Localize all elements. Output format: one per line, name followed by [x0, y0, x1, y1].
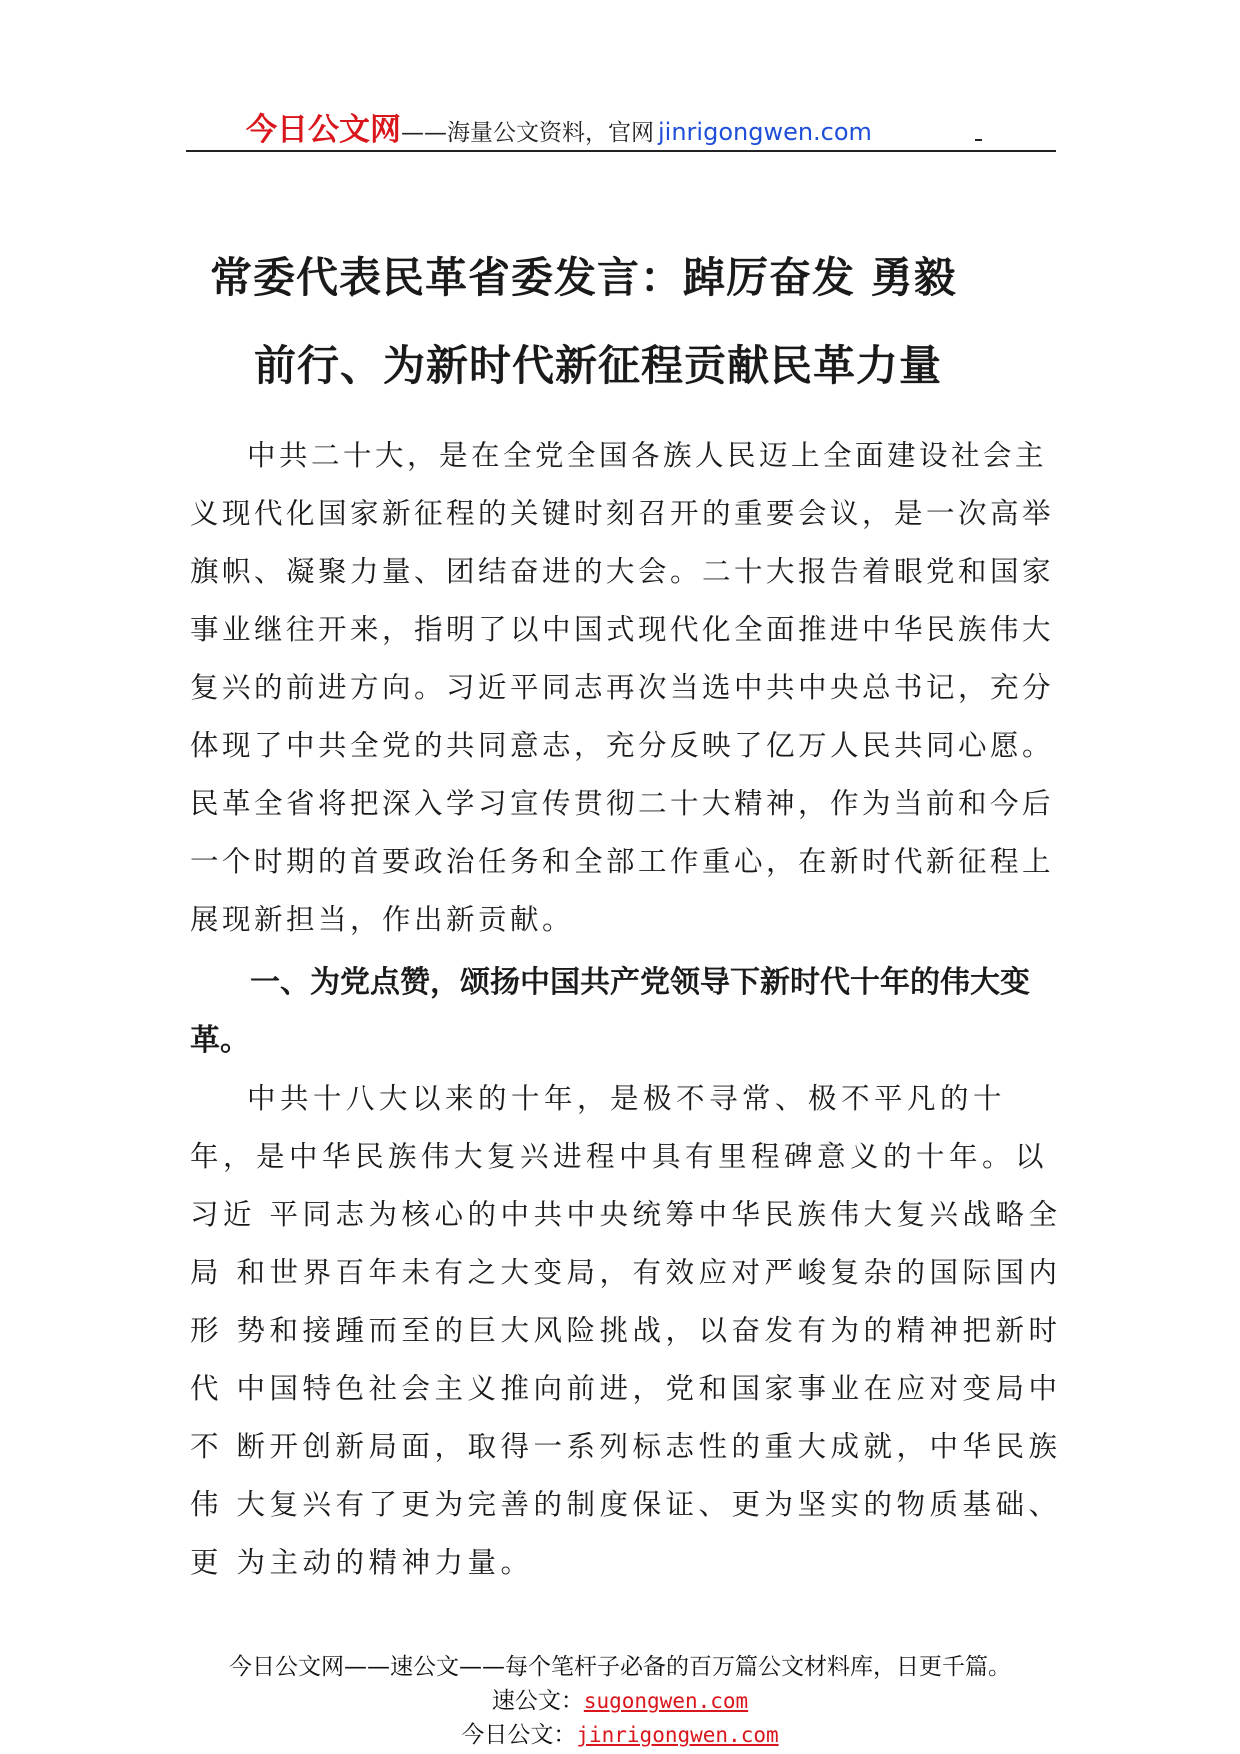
- footer-sugongwen-label: 速公文：: [491, 1688, 584, 1714]
- body-paragraph-1: 中共二十大，是在全党全国各族人民迈上全面建设社会主义现代化国家新征程的关键时刻召开的重要会议，是一次高举旗帜、凝聚力量、团结奋进的大会。二十大报告着眼党和国家事业继往开来，指明了以中国式现代化全面推进中华民族伟大复兴的前进方向。习近平同志再次当选中共中央总书记，充分体现了中共全党的共同意志，充分反映了亿万人民共同心愿。民革全省将把深入学习宣传贯彻二十大精神，作为当前和今后一个时期的首要政治任务和全部工作重心，在新时代新征程上展现新担当，作出新贡献。: [190, 439, 1055, 936]
- footer-row-sugongwen: [0, 1684, 1240, 1718]
- body-paragraph-2: 中共十八大以来的十年，是极不寻常、极不平凡的十年，是中华民族伟大复兴进程中具有里程碑意义的十年。以习近 平同志为核心的中共中央统筹中华民族伟大复兴战略全局 和世界百年未有之大变局，有效应对严峻复杂的国际国内形 势和接踵而至的巨大风险挑战，以奋发有为的精神把新时代 中国特色社会主义推向前进，党和国家事业在应对变局中不 断开创新局面，取得一系列标志性的重大成就，中华民族伟 大复兴有了更为完善的制度保证、更为坚实的物质基础、更 为主动的精神力量。: [190, 1082, 1062, 1579]
- footer-slogan: 今日公文网——速公文——每个笔杆子必备的百万篇公文材料库，日更千篇。: [229, 1654, 1011, 1680]
- title-line-2: 前行、为新时代新征程贡献民革力量: [254, 341, 943, 391]
- header-divider: [186, 150, 1056, 152]
- header-slogan: ——海量公文资料，官网: [401, 120, 654, 146]
- section-heading-1: 一、为党点赞，颂扬中国共产党领导下新时代十年的伟大变革。: [190, 965, 1030, 1058]
- footer-jinrigongwen-link[interactable]: jinrigongwen.com: [576, 1723, 779, 1747]
- footer-jinrigongwen-label: 今日公文：: [461, 1722, 577, 1748]
- footer-row-jinrigongwen: [0, 1718, 1240, 1752]
- header-url-link[interactable]: jinrigongwen.com: [658, 118, 872, 146]
- title-line-1: 常委代表民革省委发言：踔厉奋发 勇毅: [210, 253, 957, 303]
- document-title: [186, 234, 1054, 410]
- header-brand: 今日公文网: [246, 112, 401, 148]
- footer-sugongwen-link[interactable]: sugongwen.com: [583, 1689, 749, 1713]
- header-mark: [975, 139, 982, 141]
- page-footer: [0, 1650, 1240, 1752]
- header-banner: [246, 104, 872, 149]
- page-header: [186, 100, 1056, 150]
